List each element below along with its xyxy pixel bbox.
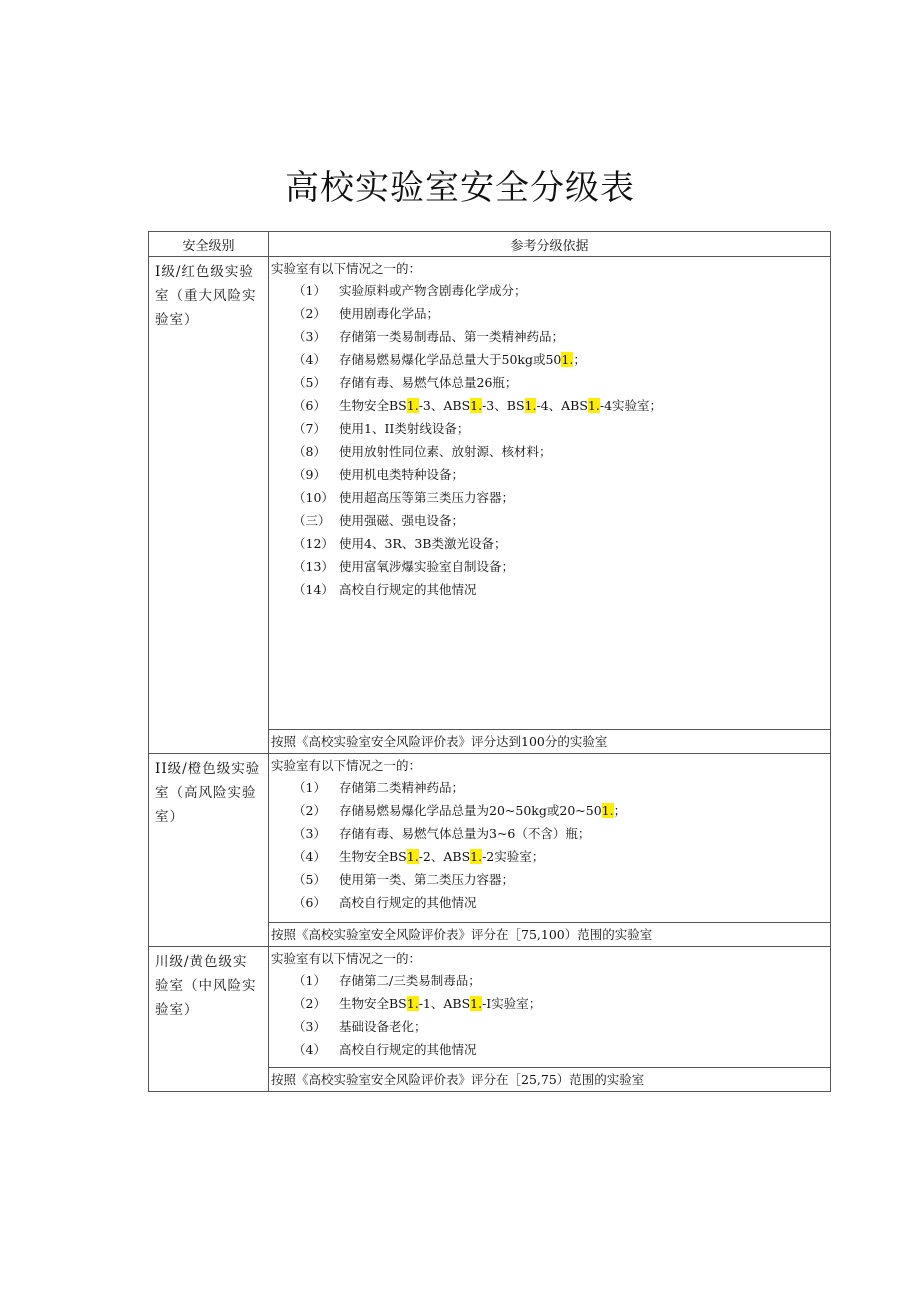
criteria-item	[271, 509, 830, 532]
level-label: II级/橙色级实验室（高风险实验室）	[149, 754, 269, 947]
criteria-item	[271, 279, 830, 302]
highlighted-text: 1.	[470, 996, 483, 1011]
criteria-item	[271, 302, 830, 325]
score-criteria: 按照《高校实验室安全风险评价表》评分在［75,100）范围的实验室	[269, 923, 831, 947]
item-text: 生物安全BS	[339, 849, 407, 864]
criteria-item	[271, 822, 830, 845]
item-number: （4）	[293, 1042, 326, 1057]
highlighted-text: 1.	[406, 996, 419, 1011]
highlighted-text: 1.	[470, 398, 483, 413]
criteria-item	[271, 992, 830, 1015]
item-text: -2实验室；	[482, 849, 545, 864]
highlighted-text: 1.	[561, 352, 574, 367]
item-number: （3）	[293, 826, 326, 841]
criteria-item	[271, 969, 830, 992]
item-text: 生物安全BS	[339, 996, 407, 1011]
safety-grade-table	[148, 231, 831, 1092]
header-safety-level: 安全级别	[149, 232, 269, 257]
item-text: ；	[573, 352, 586, 367]
item-text: 高校自行规定的其他情况	[339, 895, 477, 910]
item-number: （9）	[293, 467, 326, 482]
item-text: 使用第一类、第二类压力容器；	[339, 872, 515, 887]
level-label: I级/红色级实验室（重大风险实验室）	[149, 257, 269, 754]
score-criteria: 按照《高校实验室安全风险评价表》评分在［25,75）范围的实验室	[269, 1068, 831, 1092]
item-number: （3）	[293, 1019, 326, 1034]
item-number: （1）	[293, 973, 326, 988]
criteria-list	[269, 754, 831, 923]
item-text: -3、ABS	[418, 398, 471, 413]
highlighted-text: 1.	[587, 398, 600, 413]
criteria-intro: 实验室有以下情况之一的：	[271, 758, 422, 773]
criteria-list	[269, 257, 831, 730]
item-number: （2）	[293, 996, 326, 1011]
criteria-item	[271, 776, 830, 799]
table-header-row	[149, 232, 831, 257]
criteria-list	[269, 947, 831, 1068]
item-text: 使用富氧涉爆实验室自制设备；	[339, 559, 515, 574]
item-text: 存储有毒、易燃气体总量为3~6（不含）瓶；	[339, 826, 591, 841]
item-number: （三）	[293, 513, 331, 528]
item-number: （6）	[293, 398, 326, 413]
highlighted-text: 1.	[601, 803, 614, 818]
item-text: 使用放射性同位素、放射源、核材料；	[339, 444, 552, 459]
highlighted-text: 1.	[406, 849, 419, 864]
item-number: （6）	[293, 895, 326, 910]
criteria-item	[271, 394, 830, 417]
item-text: 使用剧毒化学品；	[339, 306, 440, 321]
item-number: （1）	[293, 283, 326, 298]
highlighted-text: 1.	[524, 398, 537, 413]
item-text: 高校自行规定的其他情况	[339, 1042, 477, 1057]
level-label: 川级/黄色级实验室（中风险实验室）	[149, 947, 269, 1092]
item-text: 使用超高压等第三类压力容器；	[339, 490, 515, 505]
highlighted-text: 1.	[470, 849, 483, 864]
criteria-item	[271, 891, 830, 914]
criteria-item	[271, 486, 830, 509]
table-row	[149, 754, 831, 923]
item-number: （5）	[293, 375, 326, 390]
item-text: ；	[613, 803, 627, 818]
item-text: 存储第一类易制毒品、第一类精神药品；	[339, 329, 565, 344]
criteria-item	[271, 463, 830, 486]
item-text: 实验原料或产物含剧毒化学成分；	[339, 283, 527, 298]
item-number: （1）	[293, 780, 326, 795]
item-text: -I实验室；	[482, 996, 542, 1011]
criteria-items	[271, 279, 830, 601]
criteria-item	[271, 417, 830, 440]
item-text: -4、ABS	[536, 398, 588, 413]
item-text: 生物安全BS	[339, 398, 407, 413]
item-text: -1、ABS	[418, 996, 471, 1011]
criteria-item	[271, 799, 830, 822]
item-text: 使用1、II类射线设备；	[339, 421, 470, 436]
criteria-intro: 实验室有以下情况之一的：	[271, 951, 422, 966]
item-text: -4实验室；	[599, 398, 663, 413]
item-number: （2）	[293, 306, 326, 321]
criteria-items	[271, 776, 830, 914]
criteria-item	[271, 325, 830, 348]
item-number: （8）	[293, 444, 326, 459]
item-text: 存储第二/三类易制毒品；	[339, 973, 481, 988]
item-number: （14）	[293, 582, 334, 597]
header-criteria: 参考分级依据	[269, 232, 831, 257]
item-number: （2）	[293, 803, 326, 818]
item-text: 基础设备老化；	[339, 1019, 427, 1034]
item-text: 使用强磁、强电设备；	[339, 513, 465, 528]
item-text: 使用4、3R、3B类激光设备；	[339, 536, 507, 551]
criteria-item	[271, 1015, 830, 1038]
highlighted-text: 1.	[406, 398, 419, 413]
item-text: 使用机电类特种设备；	[339, 467, 465, 482]
item-number: （12）	[293, 536, 334, 551]
criteria-item	[271, 578, 830, 601]
table-row	[149, 257, 831, 730]
item-text: 高校自行规定的其他情况	[339, 582, 477, 597]
score-criteria: 按照《高校实验室安全风险评价表》评分达到100分的实验室	[269, 730, 831, 754]
item-number: （7）	[293, 421, 326, 436]
item-number: （10）	[293, 490, 334, 505]
item-number: （3）	[293, 329, 326, 344]
criteria-item	[271, 868, 830, 891]
item-text: 存储第二类精神药品；	[339, 780, 465, 795]
item-text: 存储易燃易爆化学品总量为20~50kg或20~50	[339, 803, 602, 818]
criteria-item	[271, 371, 830, 394]
item-number: （13）	[293, 559, 334, 574]
table-row	[149, 947, 831, 1068]
page-title: 高校实验室安全分级表	[285, 168, 635, 208]
criteria-item	[271, 440, 830, 463]
criteria-item	[271, 532, 830, 555]
criteria-items	[271, 969, 830, 1061]
item-text: -2、ABS	[418, 849, 471, 864]
criteria-item	[271, 845, 830, 868]
item-text: 存储有毒、易燃气体总量26瓶；	[339, 375, 518, 390]
item-number: （4）	[293, 849, 326, 864]
criteria-item	[271, 1038, 830, 1061]
criteria-intro: 实验室有以下情况之一的：	[271, 261, 422, 276]
item-text: 存储易燃易爆化学品总量大于50kg或50	[339, 352, 562, 367]
criteria-item	[271, 348, 830, 371]
item-number: （4）	[293, 352, 326, 367]
item-number: （5）	[293, 872, 326, 887]
item-text: -3、BS	[482, 398, 525, 413]
criteria-item	[271, 555, 830, 578]
